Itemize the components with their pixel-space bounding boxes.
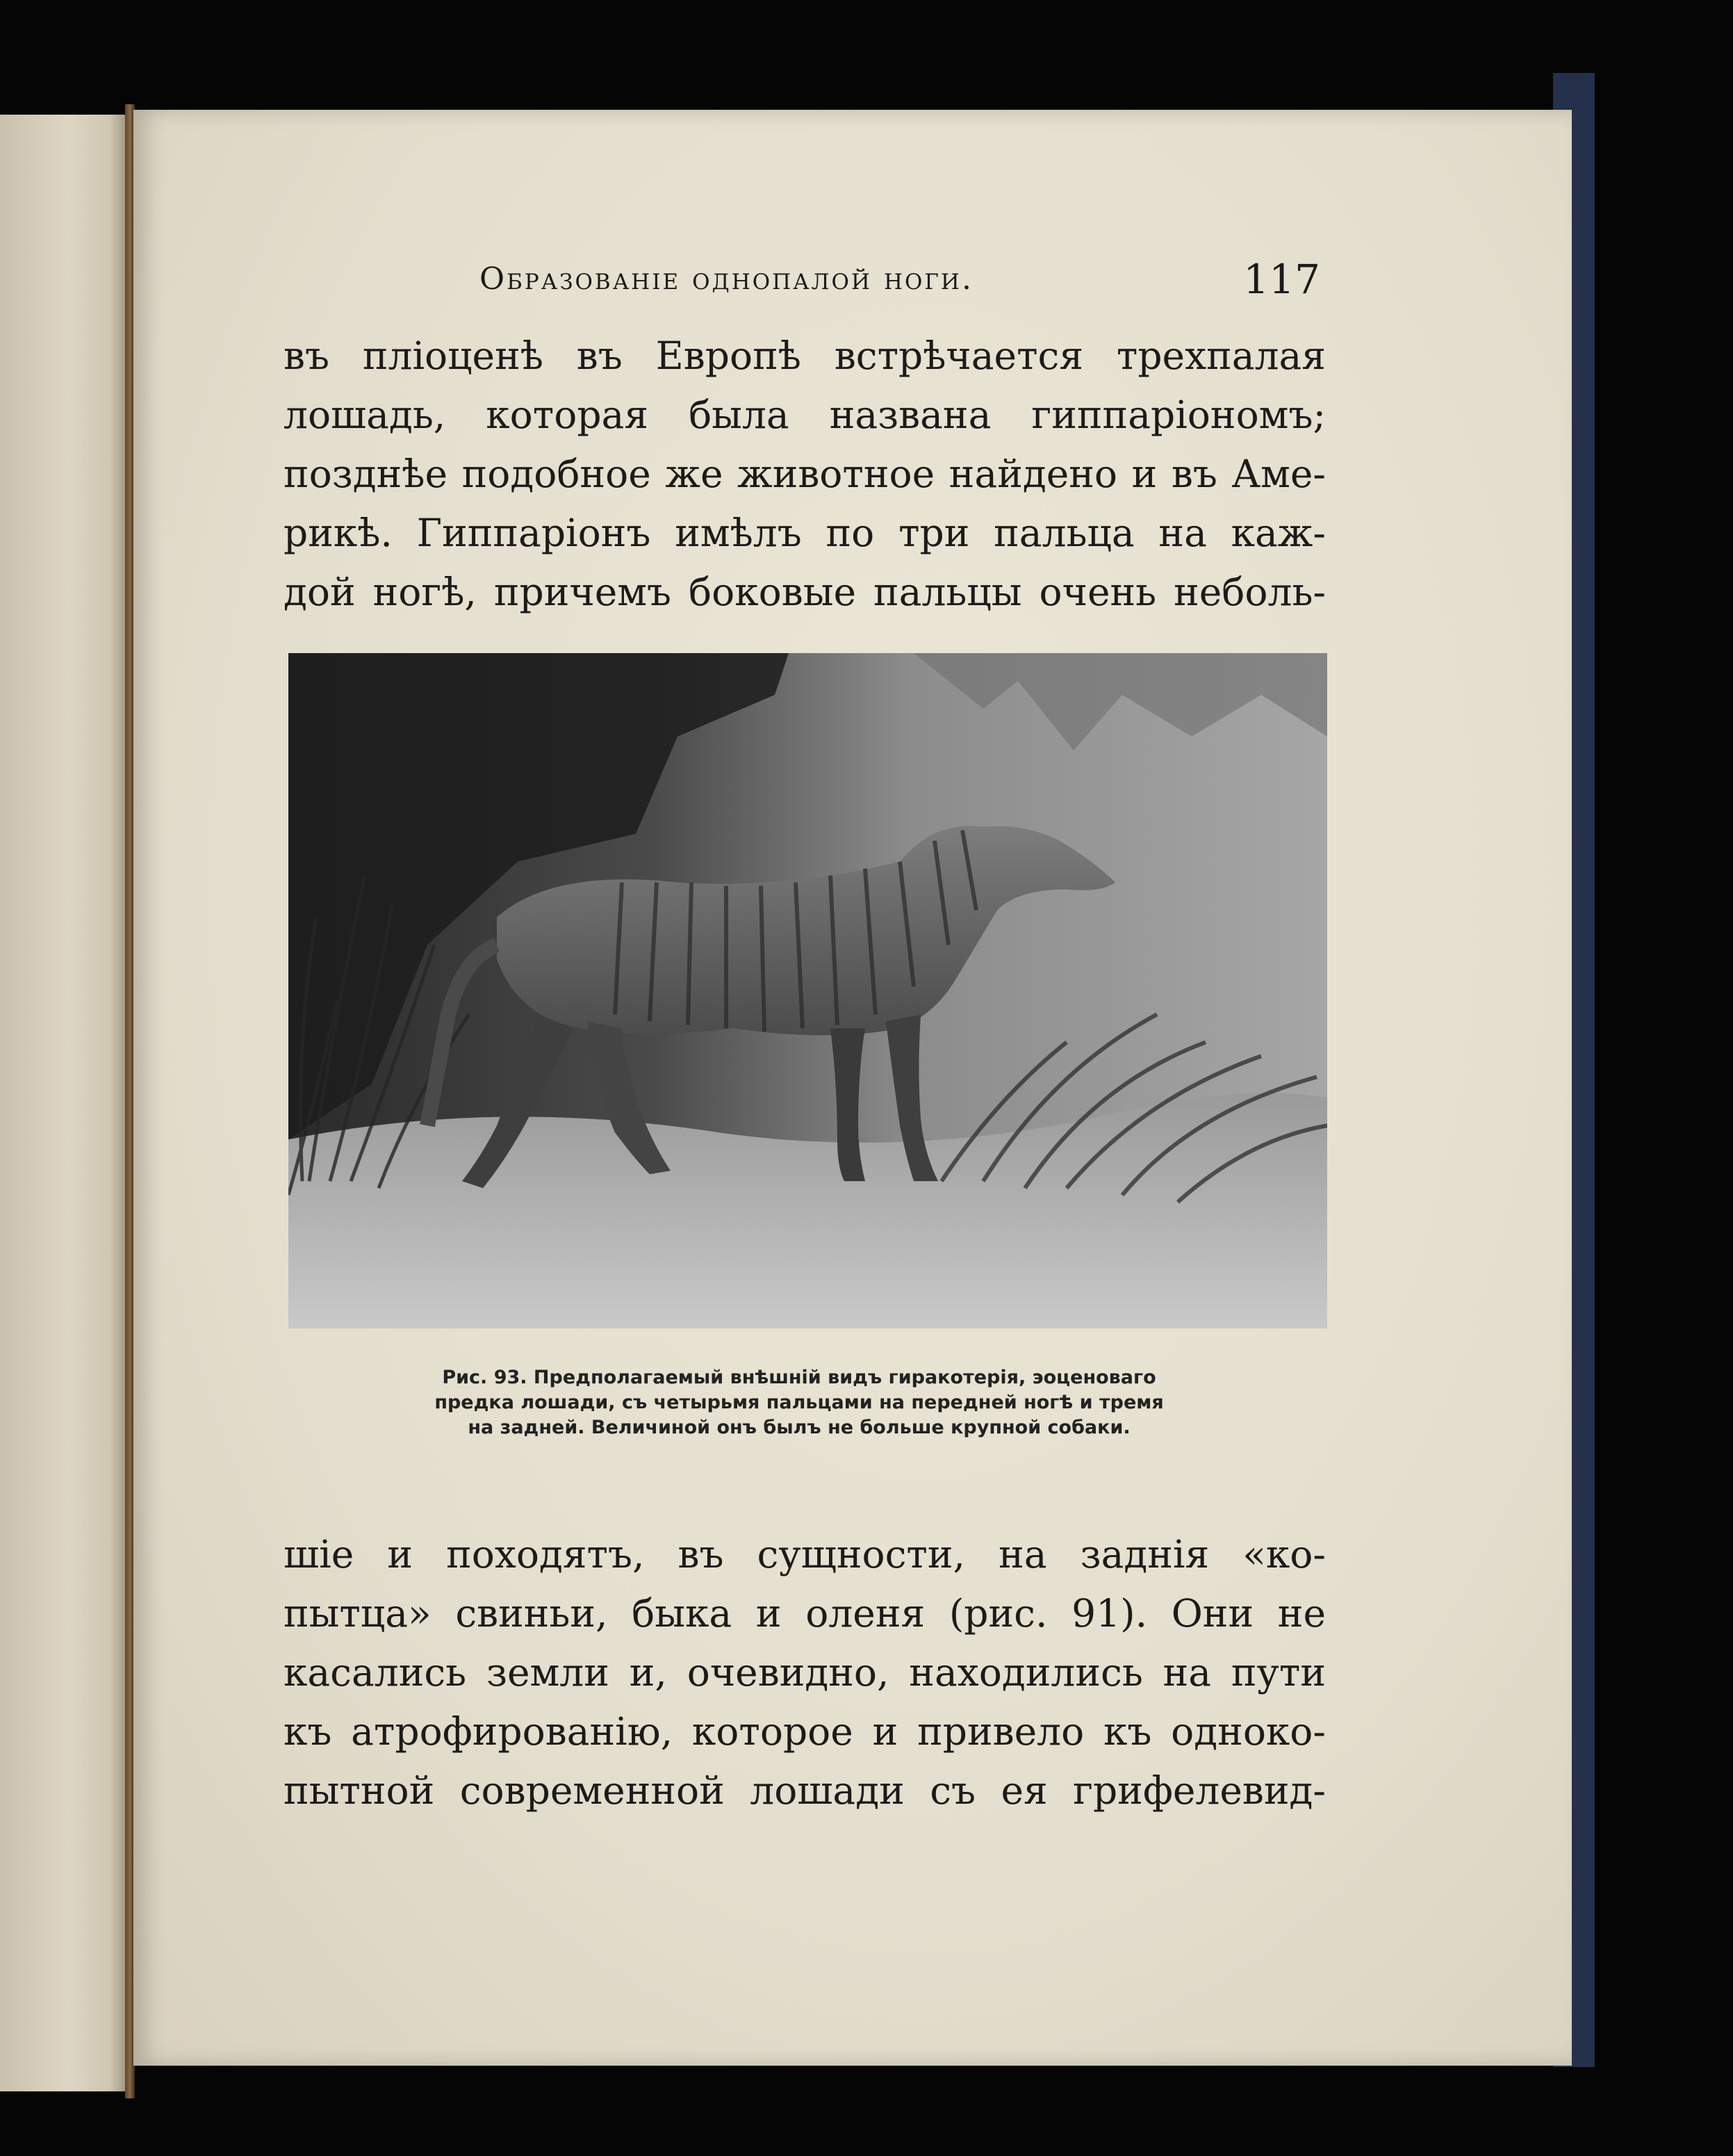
text-line: пытца» свиньи, быка и оленя (рис. 91). Они не bbox=[284, 1591, 1326, 1636]
body-text-top bbox=[284, 327, 1326, 622]
text-line: рикѣ. Гиппаріонъ имѣлъ по три пальца на каж- bbox=[284, 511, 1326, 555]
body-text-bottom bbox=[284, 1525, 1326, 1820]
text-line: лошадь, которая была названа гиппаріономъ; bbox=[284, 393, 1326, 437]
text-line: къ атрофированію, которое и привело къ одноко- bbox=[284, 1709, 1326, 1754]
text-line: дой ногѣ, причемъ боковые пальцы очень неболь- bbox=[284, 570, 1326, 614]
caption-line: на задней. Величиной онъ былъ не больше крупной собаки. bbox=[468, 1417, 1131, 1438]
page-number: 117 bbox=[1243, 256, 1320, 303]
running-head bbox=[479, 256, 1320, 304]
text-line: въ пліоценѣ въ Европѣ встрѣчается трехпалая bbox=[284, 334, 1326, 378]
caption-line: предка лошади, съ четырьмя пальцами на передней ногѣ и тремя bbox=[434, 1392, 1164, 1413]
caption-line: Рис. 93. Предполагаемый внѣшній видъ гиракотерія, эоценоваго bbox=[442, 1367, 1156, 1388]
left-page-edge bbox=[0, 115, 129, 2091]
text-line: шіе и походятъ, въ сущности, на заднія «ко- bbox=[284, 1532, 1326, 1577]
running-title: Образованіе однопалой ноги. bbox=[479, 261, 974, 297]
figure-hyracotherium-illustration bbox=[288, 653, 1327, 1328]
hyracotherium-picture bbox=[288, 653, 1327, 1328]
text-line: позднѣе подобное же животное найдено и въ Аме- bbox=[284, 452, 1326, 496]
text-line: пытной современной лошади съ ея грифелевид- bbox=[284, 1768, 1326, 1813]
figure-caption bbox=[375, 1365, 1223, 1440]
text-line: касались земли и, очевидно, находились на пути bbox=[284, 1650, 1326, 1695]
